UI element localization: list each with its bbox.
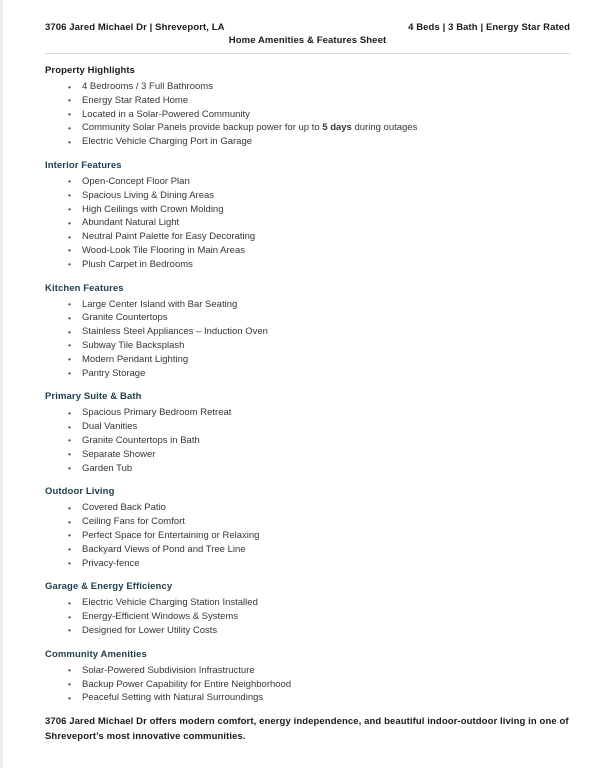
header-divider — [45, 53, 570, 54]
list-item: • Covered Back Patio — [68, 501, 570, 515]
list-item: • Plush Carpet in Bedrooms — [68, 258, 570, 272]
feature-section — [45, 159, 570, 272]
emphasized-text: 5 days — [322, 122, 352, 134]
section-title: Outdoor Living — [45, 486, 115, 498]
section-title: Property Highlights — [45, 65, 136, 76]
feature-section — [45, 282, 570, 381]
list-item: • Backup Power Capability for Entire Neighborhood — [68, 678, 570, 692]
list-item: • Located in a Solar-Powered Community — [68, 108, 570, 122]
list-item: • Spacious Living & Dining Areas — [68, 189, 570, 203]
feature-section — [45, 648, 570, 705]
list-item: • Granite Countertops — [68, 311, 570, 325]
section-title: Kitchen Features — [45, 282, 124, 294]
section-title: Community Amenities — [45, 648, 147, 660]
list-item: • High Ceilings with Crown Molding — [68, 203, 570, 217]
list-item: • Large Center Island with Bar Seating — [68, 298, 570, 312]
closing-statement: 3706 Jared Michael Dr offers modern comfort, energy independence, and beautiful indoor-outdoor living in one of Shreveport’s most innovative communities. — [45, 716, 569, 742]
list-item: • Garden Tub — [68, 462, 570, 476]
list-item: • Privacy-fence — [68, 557, 570, 571]
sections — [45, 64, 570, 705]
list-item: • Stainless Steel Appliances – Induction Oven — [68, 325, 570, 339]
beds-baths-summary: 4 Beds | 3 Bath | Energy Star Rated — [408, 22, 570, 33]
document-header — [45, 22, 570, 33]
feature-section — [45, 580, 570, 637]
section-title: Primary Suite & Bath — [45, 391, 142, 403]
list-item: • 4 Bedrooms / 3 Full Bathrooms — [68, 80, 570, 94]
document-subtitle: Home Amenities & Features Sheet — [228, 35, 387, 46]
text-run: Community Solar Panels provide backup power for up to — [82, 122, 323, 134]
feature-section — [45, 390, 570, 475]
section-list — [45, 298, 570, 381]
list-item: • Spacious Primary Bedroom Retreat — [68, 406, 570, 420]
section-list — [45, 596, 570, 637]
list-item: • Open-Concept Floor Plan — [68, 175, 570, 189]
list-item: • Electric Vehicle Charging Station Installed — [68, 596, 570, 610]
list-item: • Subway Tile Backsplash — [68, 339, 570, 353]
section-list — [45, 175, 570, 272]
feature-section — [45, 485, 570, 570]
list-item: • Dual Vanities — [68, 420, 570, 434]
feature-section — [45, 64, 570, 149]
section-list — [45, 501, 570, 570]
property-address: 3706 Jared Michael Dr | Shreveport, LA — [45, 22, 225, 33]
page-edge-shadow — [0, 0, 3, 768]
list-item: • Modern Pendant Lighting — [68, 353, 570, 367]
section-title: Garage & Energy Efficiency — [45, 581, 173, 593]
list-item: • Abundant Natural Light — [68, 216, 570, 230]
text-run: during outages — [351, 122, 418, 134]
section-list — [45, 664, 570, 705]
list-item: • Designed for Lower Utility Costs — [68, 624, 570, 638]
list-item: • Neutral Paint Palette for Easy Decorating — [68, 230, 570, 244]
list-item: • Granite Countertops in Bath — [68, 434, 570, 448]
section-title: Interior Features — [45, 159, 122, 171]
list-item: • Separate Shower — [68, 448, 570, 462]
list-item: • Perfect Space for Entertaining or Relaxing — [68, 529, 570, 543]
list-item: • Ceiling Fans for Comfort — [68, 515, 570, 529]
list-item: • Wood-Look Tile Flooring in Main Areas — [68, 244, 570, 258]
list-item: • Solar-Powered Subdivision Infrastructure — [68, 664, 570, 678]
list-item: • Pantry Storage — [68, 367, 570, 381]
list-item: • Backyard Views of Pond and Tree Line — [68, 543, 570, 557]
list-item: • Electric Vehicle Charging Port in Garage — [68, 135, 570, 149]
section-list — [45, 406, 570, 475]
list-item: • Energy-Efficient Windows & Systems — [68, 610, 570, 624]
list-item: • Peaceful Setting with Natural Surroundings — [68, 691, 570, 705]
list-item — [68, 121, 570, 135]
section-list — [45, 80, 570, 149]
list-item: • Energy Star Rated Home — [68, 94, 570, 108]
